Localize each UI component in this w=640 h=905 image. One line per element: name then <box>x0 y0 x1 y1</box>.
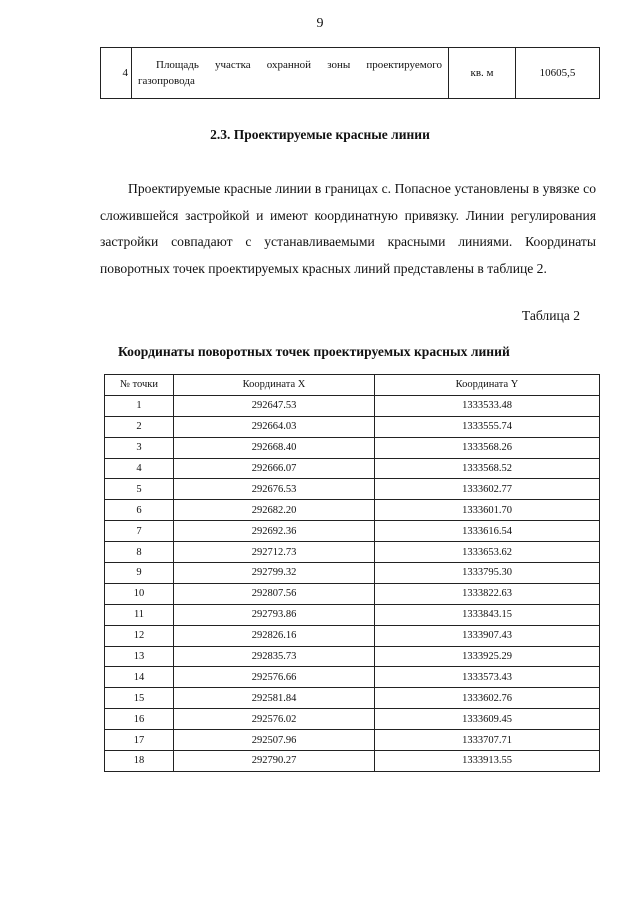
row-description <box>132 48 449 99</box>
table-row <box>105 416 600 437</box>
cell-coordinate-y: 1333568.26 <box>375 437 600 458</box>
cell-point-number: 2 <box>105 416 174 437</box>
cell-point-number: 5 <box>105 479 174 500</box>
cell-coordinate-x: 292793.86 <box>174 604 375 625</box>
header-coordinate-x: Координата X <box>174 375 375 396</box>
cell-coordinate-x: 292668.40 <box>174 437 375 458</box>
description-word: проектируемого <box>366 59 442 71</box>
description-word: охранной <box>266 59 312 71</box>
table-row <box>105 583 600 604</box>
cell-coordinate-y: 1333843.15 <box>375 604 600 625</box>
description-word: зоны <box>327 59 351 71</box>
table-row <box>105 479 600 500</box>
table-row <box>105 395 600 416</box>
cell-point-number: 16 <box>105 709 174 730</box>
table-header-row <box>105 375 600 396</box>
cell-point-number: 7 <box>105 521 174 542</box>
body-paragraph <box>100 176 596 282</box>
table-row <box>105 563 600 584</box>
area-table <box>100 47 600 99</box>
cell-point-number: 15 <box>105 688 174 709</box>
section-heading: 2.3. Проектируемые красные линии <box>210 127 430 142</box>
table-row <box>105 730 600 751</box>
cell-coordinate-y: 1333653.62 <box>375 542 600 563</box>
cell-coordinate-x: 292666.07 <box>174 458 375 479</box>
cell-point-number: 18 <box>105 751 174 772</box>
cell-coordinate-y: 1333707.71 <box>375 730 600 751</box>
cell-coordinate-x: 292826.16 <box>174 625 375 646</box>
cell-coordinate-y: 1333568.52 <box>375 458 600 479</box>
table-label: Таблица 2 <box>521 308 580 323</box>
cell-coordinate-y: 1333795.30 <box>375 563 600 584</box>
cell-coordinate-y: 1333913.55 <box>375 751 600 772</box>
row-unit: кв. м <box>449 48 516 99</box>
header-coordinate-y: Координата Y <box>375 375 600 396</box>
row-value: 10605,5 <box>516 48 600 99</box>
header-point-number: № точки <box>105 375 174 396</box>
description-word: Площадь <box>156 59 199 71</box>
table-row <box>105 667 600 688</box>
table-row <box>105 625 600 646</box>
cell-coordinate-x: 292507.96 <box>174 730 375 751</box>
cell-point-number: 1 <box>105 395 174 416</box>
row-number: 4 <box>101 48 132 99</box>
cell-coordinate-y: 1333925.29 <box>375 646 600 667</box>
table-row <box>105 604 600 625</box>
coordinates-table-body <box>105 395 600 771</box>
cell-coordinate-y: 1333609.45 <box>375 709 600 730</box>
table-row <box>105 688 600 709</box>
table-row <box>105 500 600 521</box>
cell-coordinate-x: 292807.56 <box>174 583 375 604</box>
paragraph-text: Проектируемые красные линии в границах с. Попасное установлены в увязке со сложившейся застройкой и имеют координатную привязку. Линии регулирования застройки совпадают с устанавливаемыми красными линиями. Координаты поворотных точек проектируемых красных линий представлены в таблице 2. <box>100 181 596 276</box>
cell-coordinate-x: 292676.53 <box>174 479 375 500</box>
cell-coordinate-y: 1333907.43 <box>375 625 600 646</box>
cell-point-number: 3 <box>105 437 174 458</box>
cell-point-number: 8 <box>105 542 174 563</box>
cell-coordinate-x: 292581.84 <box>174 688 375 709</box>
cell-coordinate-x: 292790.27 <box>174 751 375 772</box>
cell-coordinate-x: 292576.66 <box>174 667 375 688</box>
description-second-line: газопровода <box>138 75 195 87</box>
cell-coordinate-y: 1333573.43 <box>375 667 600 688</box>
cell-coordinate-y: 1333555.74 <box>375 416 600 437</box>
cell-coordinate-x: 292692.36 <box>174 521 375 542</box>
cell-point-number: 11 <box>105 604 174 625</box>
table-row <box>105 437 600 458</box>
cell-point-number: 10 <box>105 583 174 604</box>
cell-coordinate-x: 292664.03 <box>174 416 375 437</box>
cell-coordinate-y: 1333533.48 <box>375 395 600 416</box>
table-row <box>101 48 600 99</box>
table-row <box>105 521 600 542</box>
cell-point-number: 9 <box>105 563 174 584</box>
cell-point-number: 17 <box>105 730 174 751</box>
cell-coordinate-y: 1333602.76 <box>375 688 600 709</box>
cell-coordinate-x: 292576.02 <box>174 709 375 730</box>
cell-point-number: 12 <box>105 625 174 646</box>
cell-coordinate-y: 1333601.70 <box>375 500 600 521</box>
table-row <box>105 751 600 772</box>
table-row <box>105 542 600 563</box>
cell-coordinate-x: 292835.73 <box>174 646 375 667</box>
cell-coordinate-x: 292799.32 <box>174 563 375 584</box>
cell-point-number: 6 <box>105 500 174 521</box>
cell-coordinate-y: 1333602.77 <box>375 479 600 500</box>
table-row <box>105 458 600 479</box>
table-row <box>105 646 600 667</box>
table-row <box>105 709 600 730</box>
cell-point-number: 4 <box>105 458 174 479</box>
page-number: 9 <box>316 16 324 31</box>
description-first-line <box>138 57 442 73</box>
coordinates-table <box>104 374 600 772</box>
cell-coordinate-x: 292682.20 <box>174 500 375 521</box>
cell-coordinate-x: 292712.73 <box>174 542 375 563</box>
cell-coordinate-x: 292647.53 <box>174 395 375 416</box>
table-caption: Координаты поворотных точек проектируемых красных линий <box>118 344 510 359</box>
cell-point-number: 14 <box>105 667 174 688</box>
cell-coordinate-y: 1333616.54 <box>375 521 600 542</box>
description-word: участка <box>215 59 251 71</box>
cell-coordinate-y: 1333822.63 <box>375 583 600 604</box>
cell-point-number: 13 <box>105 646 174 667</box>
